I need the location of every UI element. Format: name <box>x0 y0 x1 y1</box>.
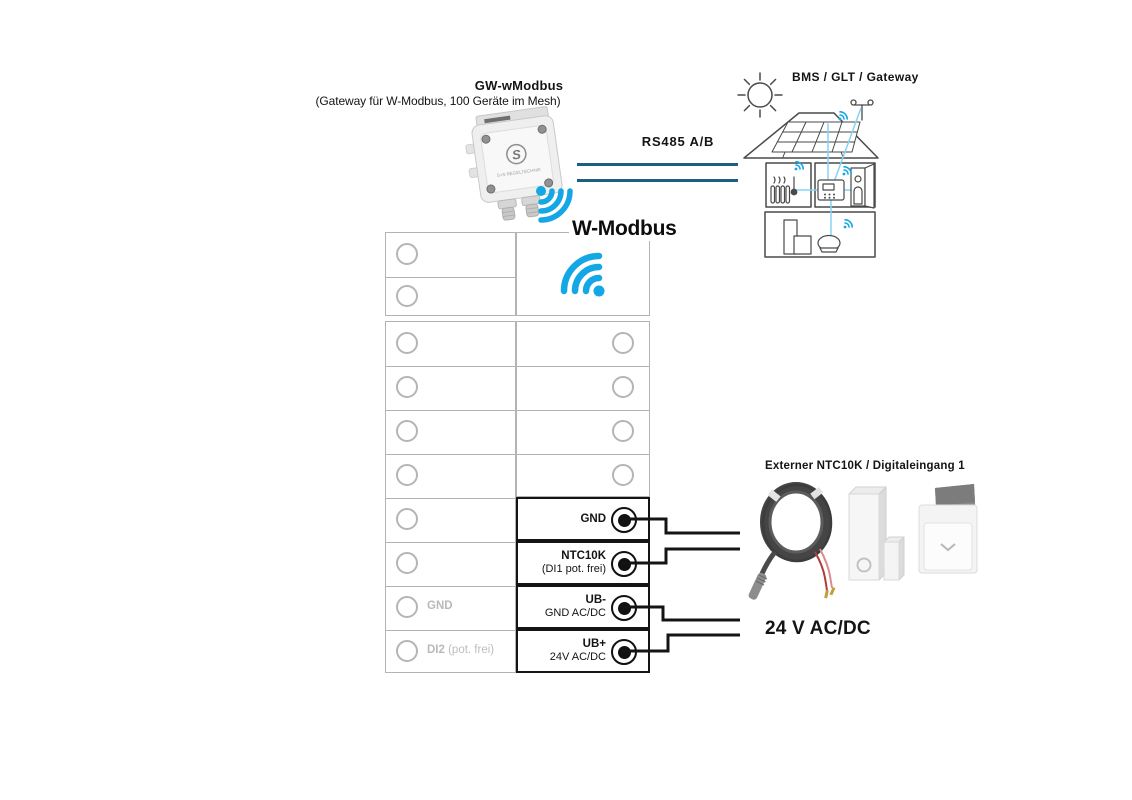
bms-gateway-label: BMS / GLT / Gateway <box>792 70 919 84</box>
device-subtitle: (Gateway für W-Modbus, 100 Geräte im Mesh) <box>315 94 561 108</box>
screw-icon <box>481 135 490 144</box>
device-title: GW-wModbus <box>474 78 564 93</box>
row-divider <box>517 454 649 455</box>
pin-circle <box>396 420 418 442</box>
pin-circle <box>612 376 634 398</box>
external-sensors-label: Externer NTC10K / Digitaleingang 1 <box>765 460 965 472</box>
row-divider <box>386 366 515 367</box>
terminal-label: NTC10K <box>561 550 606 562</box>
terminal-cell-ntc10k <box>516 541 650 585</box>
row-divider <box>386 586 515 587</box>
sun-icon <box>738 73 782 117</box>
cable-gland <box>498 199 519 221</box>
rs485-line-b <box>577 179 738 182</box>
pin-circle <box>396 508 418 530</box>
mini-wifi-icon <box>839 112 848 121</box>
pin-circle <box>396 640 418 662</box>
terminal-cell-ub-minus <box>516 585 650 629</box>
pin-circle <box>396 552 418 574</box>
solar-panel-icon <box>772 122 860 157</box>
door-contact-image <box>849 487 904 580</box>
pin-circle <box>612 464 634 486</box>
row-divider <box>386 498 515 499</box>
ntc-cable-sensor-image <box>747 485 835 601</box>
pin-circle <box>396 596 418 618</box>
terminal-label: UB- <box>585 594 606 606</box>
terminal-contact <box>611 551 637 577</box>
inactive-label-gnd: GND <box>427 600 453 612</box>
terminal-cell-gnd <box>516 497 650 541</box>
rs485-line-a <box>577 163 738 166</box>
row-divider <box>386 542 515 543</box>
thermostat-icon <box>818 180 844 200</box>
screw-icon <box>486 184 495 193</box>
brand-logo-letter: S <box>511 146 522 163</box>
row-divider <box>517 366 649 367</box>
pin-circle <box>612 420 634 442</box>
sensor-device-icon <box>818 236 840 253</box>
terminal-contact <box>611 639 637 665</box>
pin-circle <box>612 332 634 354</box>
terminal-cell-ub-plus <box>516 629 650 673</box>
terminal-sublabel: GND AC/DC <box>544 607 606 619</box>
brand-text: S+S REGELTECHNIK <box>496 166 542 179</box>
building-illustration <box>728 58 893 263</box>
pin-circle <box>396 243 418 265</box>
pin-circle <box>396 285 418 307</box>
wind-sensor-icon <box>851 100 873 120</box>
row-divider <box>386 277 515 278</box>
terminal-sublabel: (DI1 pot. frei) <box>541 563 606 575</box>
terminal-sublabel: 24V AC/DC <box>549 651 606 663</box>
terminal-block-left-bottom <box>385 321 516 673</box>
inactive-label-di2: DI2 (pot. frei) <box>427 644 495 656</box>
screw-icon <box>538 125 547 134</box>
terminal-label: UB+ <box>582 638 606 650</box>
pin-circle <box>396 332 418 354</box>
wmodbus-label: W-Modbus <box>569 217 679 241</box>
terminal-contact <box>611 595 637 621</box>
pin-circle <box>396 376 418 398</box>
person-door-icon <box>851 164 874 208</box>
pin-circle <box>396 464 418 486</box>
row-divider <box>386 454 515 455</box>
wmodbus-wifi-icon <box>552 245 608 301</box>
row-divider <box>386 410 515 411</box>
rs485-label: RS485 A/B <box>641 134 715 149</box>
terminal-contact <box>611 507 637 533</box>
row-divider <box>386 630 515 631</box>
supply-voltage-label: 24 V AC/DC <box>765 618 871 639</box>
key-card-switch-image <box>919 484 977 573</box>
row-divider <box>517 410 649 411</box>
external-sensors-image <box>745 478 995 603</box>
terminal-label: GND <box>580 512 606 525</box>
